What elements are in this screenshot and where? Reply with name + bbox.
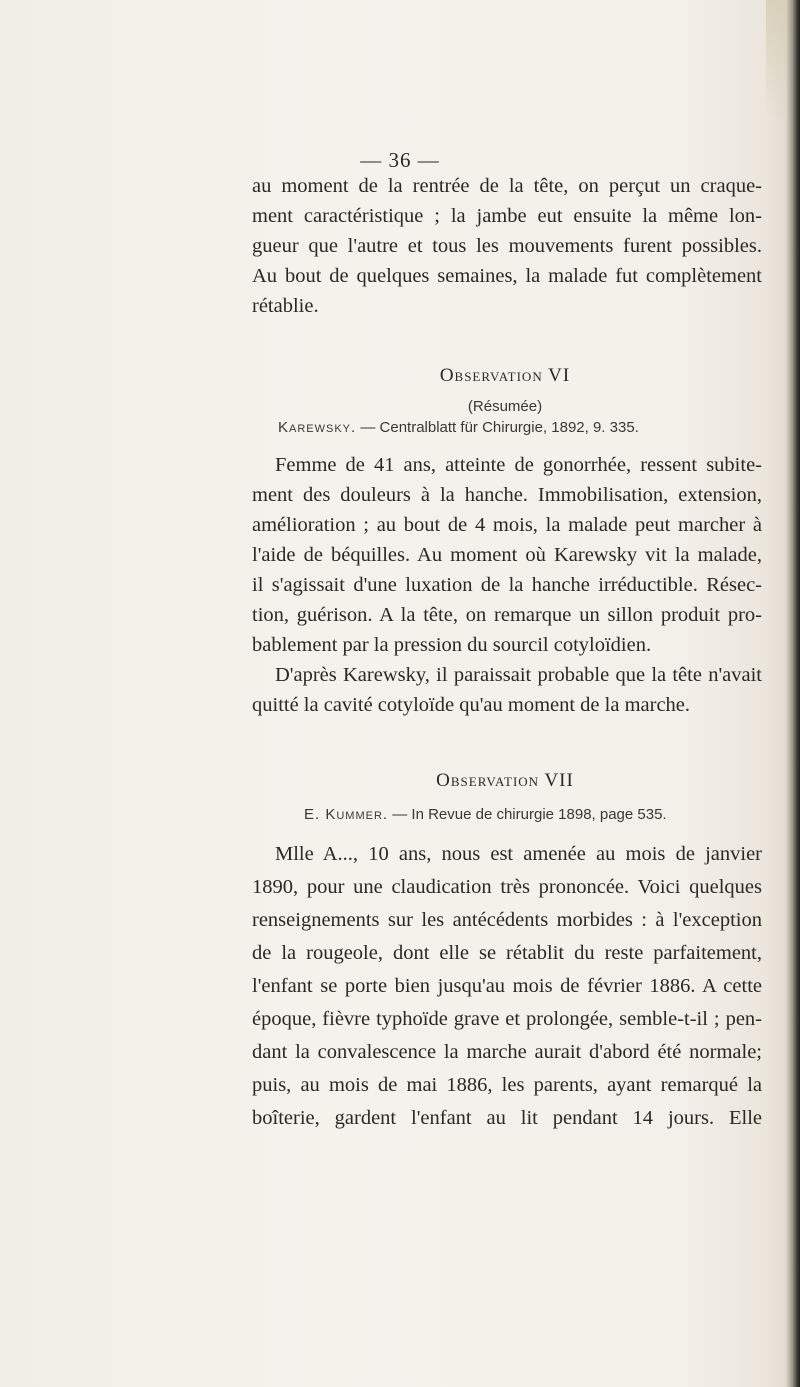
text-line: quitté la cavité cotyloïde qu'au moment de la marche. (252, 694, 691, 716)
page-edge-shadow (786, 0, 800, 1387)
observation-6-subtitle: (Résumée) (467, 398, 543, 415)
text-line: Au bout de quelques semaines, la malade fut complètement (252, 265, 762, 287)
text-line: ment des douleurs à la hanche. Immobilisation, extension, (252, 484, 762, 506)
observation-6-title: Observation VI (439, 365, 571, 386)
reference-source: — In Revue de chirurgie 1898, page 535. (388, 806, 667, 823)
text-line: dant la convalescence la marche aurait d'abord été normale; (252, 1041, 762, 1063)
text-line: l'enfant se porte bien jusqu'au mois de février 1886. A cette (252, 975, 762, 997)
page-number: — 36 — (360, 148, 440, 172)
text-line: au moment de la rentrée de la tête, on perçut un craque- (252, 175, 762, 197)
text-line: Femme de 41 ans, atteinte de gonorrhée, ressent subite- (275, 454, 762, 476)
observation-7-title: Observation VII (436, 770, 574, 791)
reference-source: — Centralblatt für Chirurgie, 1892, 9. 335. (356, 419, 639, 436)
text-line: bablement par la pression du sourcil cotyloïdien. (252, 634, 652, 656)
text-line: de la rougeole, dont elle se rétablit du reste parfaitement, (252, 942, 762, 964)
text-line: renseignements sur les antécédents morbides : à l'exception (252, 909, 762, 931)
reference-author: E. Kummer. (304, 806, 389, 823)
text-line: gueur que l'autre et tous les mouvements furent possibles. (252, 235, 762, 257)
text-line: ment caractéristique ; la jambe eut ensuite la même lon- (252, 205, 762, 227)
observation-7-reference (304, 806, 667, 823)
observation-6-reference (278, 419, 639, 436)
text-line: rétablie. (252, 295, 319, 317)
text-line: 1890, pour une claudication très prononcée. Voici quelques (252, 876, 762, 898)
text-line: il s'agissait d'une luxation de la hanche irréductible. Résec- (252, 574, 762, 596)
text-line: tion, guérison. A la tête, on remarque un sillon produit pro- (252, 604, 762, 626)
text-line: Mlle A..., 10 ans, nous est amenée au mois de janvier (275, 843, 762, 865)
text-line: puis, au mois de mai 1886, les parents, ayant remarqué la (252, 1074, 762, 1096)
text-line: boîterie, gardent l'enfant au lit pendant 14 jours. Elle (252, 1107, 762, 1129)
text-line: époque, fièvre typhoïde grave et prolongée, semble-t-il ; pen- (252, 1008, 762, 1030)
text-line: D'après Karewsky, il paraissait probable que la tête n'avait (275, 664, 762, 686)
text-line: l'aide de béquilles. Au moment où Karewsky vit la malade, (252, 544, 762, 566)
text-line: amélioration ; au bout de 4 mois, la malade peut marcher à (252, 514, 762, 536)
reference-author: Karewsky. (278, 419, 357, 436)
